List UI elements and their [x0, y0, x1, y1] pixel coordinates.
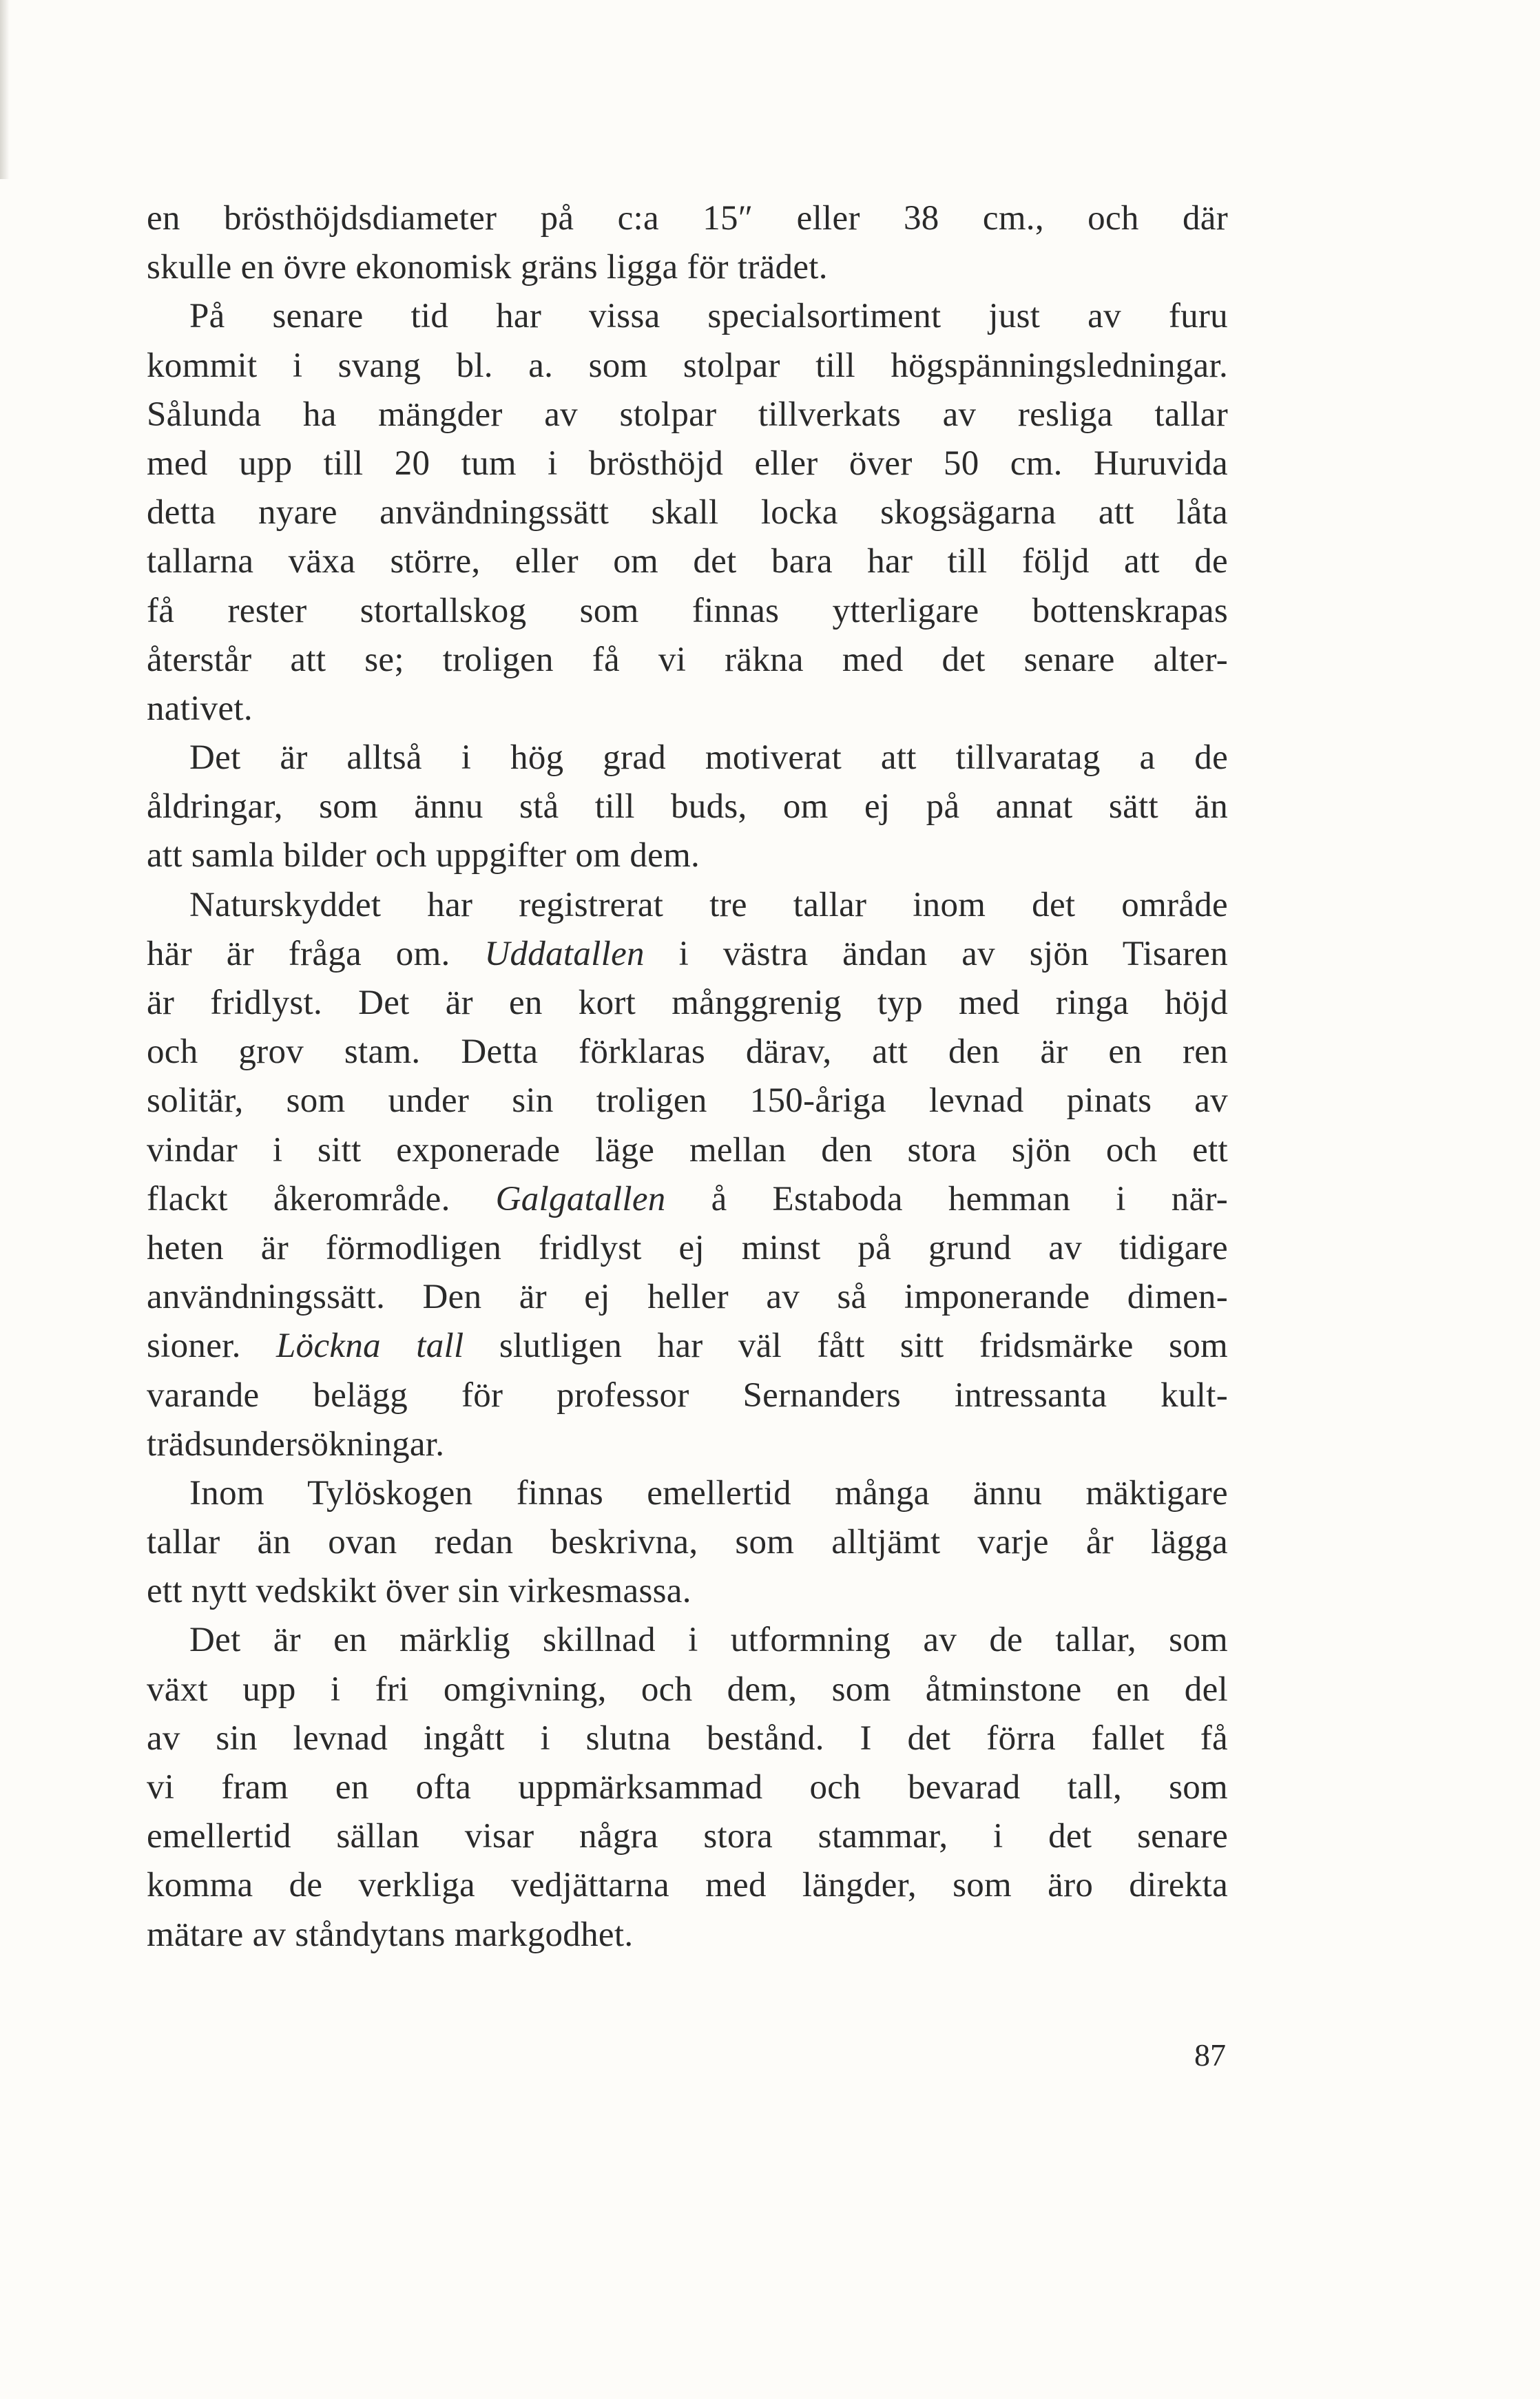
- text-line: vindar i sitt exponerade läge mellan den stora sjön och ett: [147, 1130, 1228, 1170]
- text-line: växt upp i fri omgivning, och dem, som åtminstone en del: [147, 1670, 1228, 1709]
- italic-name: Galgatallen: [495, 1179, 666, 1218]
- text-line: åldringar, som ännu stå till buds, om ej på annat sätt än: [147, 787, 1228, 827]
- text-line: ett nytt vedskikt över sin virkesmassa.: [147, 1572, 691, 1611]
- text-line: Det är alltså i hög grad motiverat att tillvaratag a de: [189, 738, 1228, 778]
- text-line: Det är en märklig skillnad i utformning av de tallar, som: [189, 1621, 1228, 1660]
- text-line: heten är förmodligen fridlyst ej minst på grund av tidigare: [147, 1228, 1228, 1267]
- text-line: varande belägg för professor Sernanders intressanta kult-: [147, 1375, 1228, 1415]
- text-line: detta nyare användningssätt skall locka skogsägarna att låta: [147, 493, 1228, 532]
- paragraph-3: [147, 734, 1228, 881]
- text-line: emellertid sällan visar några stora stammar, i det senare: [147, 1817, 1228, 1856]
- text-line: flackt åkerområde. Galgatallen å Estaboda hemman i när-: [147, 1179, 1228, 1218]
- paragraph-2: [147, 292, 1228, 734]
- body-text: [147, 194, 1228, 1960]
- page-edge-shadow: [0, 0, 10, 179]
- text-line: av sin levnad ingått i slutna bestånd. I det förra fallet få: [147, 1718, 1228, 1758]
- text-line: med upp till 20 tum i brösthöjd eller över 50 cm. Huruvida: [147, 444, 1228, 483]
- text-line: solitär, som under sin troligen 150-åriga levnad pinats av: [147, 1081, 1228, 1121]
- text-line: trädsundersökningar.: [147, 1424, 445, 1464]
- text-line: att samla bilder och uppgifter om dem.: [147, 836, 700, 875]
- paragraph-1: [147, 194, 1228, 292]
- text-line: användningssätt. Den är ej heller av så imponerande dimen-: [147, 1278, 1228, 1317]
- text-line: återstår att se; troligen få vi räkna med det senare alter-: [147, 640, 1228, 679]
- text-line: nativet.: [147, 689, 253, 728]
- text-line: en brösthöjdsdiameter på c:a 15″ eller 38 cm., och där: [147, 199, 1228, 238]
- text-line: mätare av ståndytans markgodhet.: [147, 1915, 634, 1954]
- paragraph-5: [147, 1469, 1228, 1617]
- italic-name: Uddatallen: [484, 934, 645, 973]
- text-line: tallarna växa större, eller om det bara har till följd att de: [147, 542, 1228, 581]
- text-line: Sålunda ha mängder av stolpar tillverkats av resliga tallar: [147, 395, 1228, 434]
- italic-name: Löckna tall: [276, 1327, 464, 1366]
- text-line: här är fråga om. Uddatallen i västra ändan av sjön Tisaren: [147, 934, 1228, 973]
- text-line: kommit i svang bl. a. som stolpar till högspänningsledningar.: [147, 346, 1228, 385]
- text-line: och grov stam. Detta förklaras därav, att den är en ren: [147, 1032, 1228, 1072]
- text-line: sioner. Löckna tall slutligen har väl fått sitt fridsmärke som: [147, 1327, 1228, 1366]
- text-line: På senare tid har vissa specialsortiment just av furu: [189, 297, 1228, 336]
- page-number: 87: [1194, 2037, 1226, 2073]
- text-line: är fridlyst. Det är en kort månggrenig typ med ringa höjd: [147, 984, 1228, 1022]
- text-line: skulle en övre ekonomisk gräns ligga för trädet.: [147, 248, 828, 287]
- text-line: vi fram en ofta uppmärksammad och bevarad tall, som: [147, 1768, 1228, 1807]
- paragraph-4: [147, 881, 1228, 1469]
- text-line: Inom Tylöskogen finnas emellertid många ännu mäktigare: [189, 1473, 1228, 1513]
- paragraph-6: [147, 1616, 1228, 1959]
- text-line: tallar än ovan redan beskrivna, som alltjämt varje år lägga: [147, 1523, 1228, 1562]
- text-line: komma de verkliga vedjättarna med längder, som äro direkta: [147, 1866, 1228, 1905]
- text-line: Naturskyddet har registrerat tre tallar inom det område: [189, 885, 1228, 924]
- text-line: få rester stortallskog som finnas ytterligare bottenskrapas: [147, 591, 1228, 630]
